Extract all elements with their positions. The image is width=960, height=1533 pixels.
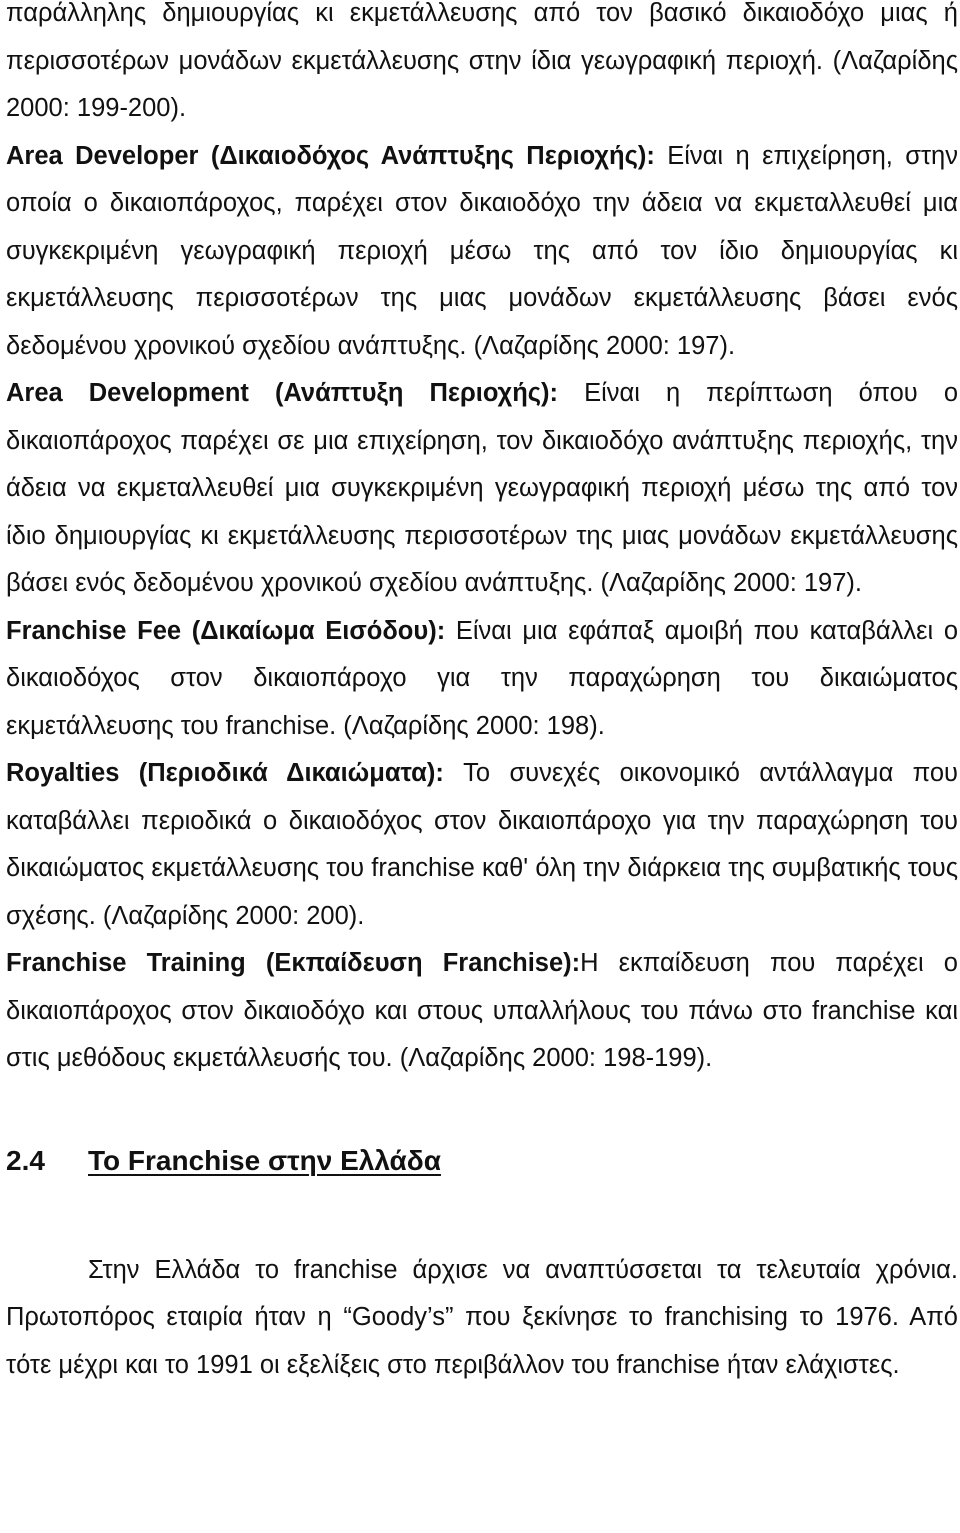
definition-text: Είναι η περίπτωση όπου ο δικαιοπάροχος παρέχει σε μια επιχείρηση, τον δικαιοδόχο ανάπτυξης περιοχής, την άδεια να εκμεταλλευθεί μια συγκεκριμένη γεωγραφική περιοχή μέσω της από τον ίδιο δημιουργίας κι εκμετάλλευσης περισσοτέρων της μιας μονάδων εκμετάλλευσης βάσει ενός δεδομένου χρονικού σχεδίου ανάπτυξης. (Λαζαρίδης 2000: 197).: [6, 379, 958, 597]
section-title: Το Franchise στην Ελλάδα: [88, 1144, 441, 1176]
definition-term: Area Developer (Δικαιοδόχος Ανάπτυξης Περιοχής):: [6, 141, 655, 170]
definition-text: Η εκπαίδευση που παρέχει ο δικαιοπάροχος στον δικαιοδόχο και στους υπαλλήλους του πάνω στο franchise και στις μεθόδους εκμετάλλευσής του. (Λαζαρίδης 2000: 198-199).: [6, 949, 958, 1072]
definition-text: Είναι μια εφάπαξ αμοιβή που καταβάλλει ο δικαιοδόχος στον δικαιοπάροχο για την παραχώρηση του δικαιώματος εκμετάλλευσης του franchise. (Λαζαρίδης 2000: 198).: [6, 616, 958, 740]
section-body-text: Στην Ελλάδα το franchise άρχισε να αναπτύσσεται τα τελευταία χρόνια. Πρωτοπόρος εταιρία ήταν η “Goody’s” που ξεκίνησε το franchising το 1976. Από τότε μέχρι και το 1991 οι εξελίξεις στο περιβάλλον του franchise ήταν ελάχιστες.: [6, 1255, 958, 1379]
section-heading: [6, 1141, 958, 1181]
definition-term: Royalties (Περιοδικά Δικαιώματα):: [6, 759, 444, 787]
definition-royalties: [6, 750, 958, 940]
definition-term: Franchise Fee (Δικαίωμα Εισόδου):: [6, 616, 446, 645]
definition-franchise-fee: [6, 608, 958, 751]
definition-term: Area Development (Ανάπτυξη Περιοχής):: [6, 379, 559, 407]
intro-paragraph: παράλληλης δημιουργίας κι εκμετάλλευσης από τον βασικό δικαιοδόχο μιας ή περισσοτέρων μονάδων εκμετάλλευσης στην ίδια γεωγραφική περιοχή. (Λαζαρίδης 2000: 199-200).: [6, 0, 958, 122]
definition-text: Είναι η επιχείρηση, στην οποία ο δικαιοπάροχος, παρέχει στον δικαιοδόχο την άδεια να εκμεταλλευθεί μια συγκεκριμένη γεωγραφική περιοχή μέσω της από τον ίδιο δημιουργίας κι εκμετάλλευσης περισσοτέρων της μιας μονάδων εκμετάλλευσης βάσει ενός δεδομένου χρονικού σχεδίου ανάπτυξης. (Λαζαρίδης 2000: 197).: [6, 141, 958, 360]
section-body-paragraph: [6, 1247, 958, 1390]
definition-term: Franchise Training (Εκπαίδευση Franchise):: [6, 949, 581, 977]
section-number: 2.4: [6, 1144, 45, 1176]
definition-area-developer: [6, 133, 958, 371]
definition-area-development: [6, 370, 958, 608]
definition-franchise-training: [6, 940, 958, 1083]
document-page: [6, 0, 958, 1389]
definition-text: Το συνεχές οικονομικό αντάλλαγμα που καταβάλλει περιοδικά ο δικαιοδόχος στον δικαιοπάροχο για την παραχώρηση του δικαιώματος εκμετάλλευσης του franchise καθ' όλη την διάρκεια της συμβατικής τους σχέσης. (Λαζαρίδης 2000: 200).: [6, 759, 958, 930]
